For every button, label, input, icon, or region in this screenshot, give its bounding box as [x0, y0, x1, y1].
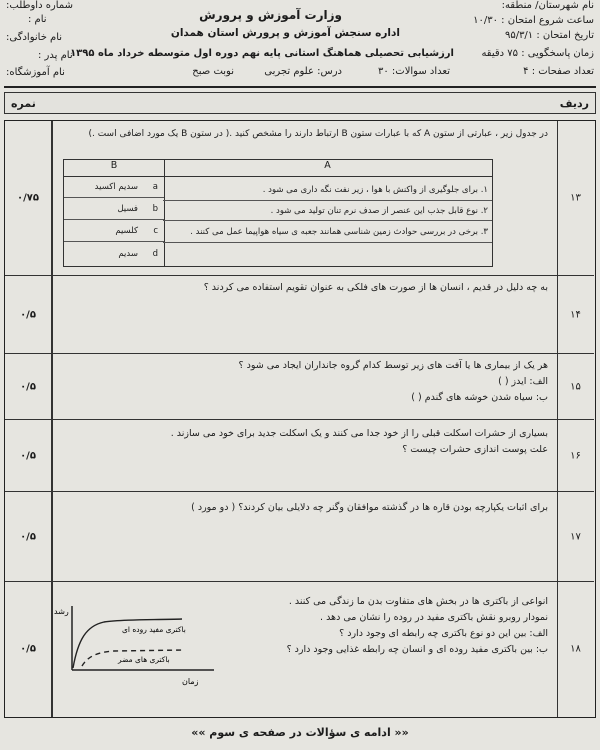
question-number: ۱۵	[570, 381, 581, 392]
question-score: ۰/۵	[20, 531, 36, 542]
column-b-item: b فسیل	[64, 198, 164, 220]
question-score: ۰/۵	[20, 643, 36, 655]
column-b-item: a سدیم اکسید	[64, 176, 164, 198]
column-b-header: B	[64, 160, 164, 177]
question-text: برای اثبات یکپارچه بودن قاره ها در گذشته موافقان وگنر چه دلایلی بیان کردند؟ ( دو مورد )	[191, 502, 548, 513]
column-a-header: A	[163, 160, 492, 177]
page-count: تعداد صفحات : ۴	[523, 66, 594, 77]
exam-date: تاریخ امتحان : ۹۵/۳/۱	[504, 30, 594, 41]
question-number: ۱۷	[570, 531, 581, 542]
question-number: ۱۶	[570, 450, 581, 461]
score-column-label: نمره	[11, 97, 36, 110]
sub-question: الف: بین این دو نوع باکتری چه رابطه ای وجود دارد ؟	[339, 628, 548, 639]
bacteria-growth-graph	[54, 600, 224, 688]
sub-question: علت پوست اندازی حشرات چیست ؟	[402, 444, 548, 455]
ministry-title: وزارت آموزش و پرورش	[199, 8, 342, 22]
name-label: نام :	[28, 14, 47, 25]
father-name-label: نام پدر :	[38, 50, 73, 61]
harmful-bacteria-label: باکتری های مضر	[118, 655, 170, 664]
continue-note: «« ادامه ی سؤالات در صفحه ی سوم »»	[191, 726, 409, 739]
duration: زمان پاسخگویی : ۷۵ دقیقه	[481, 48, 594, 59]
question-number: ۱۴	[570, 309, 581, 320]
question-number: ۱۳	[570, 192, 581, 204]
sub-question: الف: ایدز ( )	[498, 376, 548, 387]
column-a-item: ۱. برای جلوگیری از واکنش با هوا ، زیر نفت نگه داری می شود .	[163, 179, 492, 201]
question-count: تعداد سوالات: ۳۰	[377, 66, 450, 77]
question-row	[5, 276, 594, 354]
column-b-item: d سدیم	[118, 249, 158, 259]
beneficial-bacteria-label: باکتری مفید روده ای	[122, 625, 186, 634]
exam-title: ارزشیابی تحصیلی هماهنگ استانی پایه نهم دوره اول متوسطه خرداد ماه ۱۳۹۵	[70, 48, 454, 59]
question-text: به چه دلیل در قدیم ، انسان ها از صورت های فلکی به عنوان تقویم استفاده می کردند ؟	[203, 282, 548, 293]
y-axis-label: رشد	[54, 607, 69, 616]
question-score: ۰/۵	[20, 450, 36, 461]
question-text: هر یک از بیماری ها یا آفت های زیر توسط کدام گروه جانداران ایجاد می شود ؟	[238, 360, 548, 371]
question-text: انواعی از باکتری ها در بخش های متفاوت بدن ما زندگی می کنند .	[288, 596, 548, 607]
question-row	[5, 492, 594, 582]
column-header	[4, 92, 596, 114]
header-divider	[4, 86, 596, 88]
start-time: ساعت شروع امتحان : ۱۰/۳۰	[473, 15, 594, 26]
sub-question: نمودار روبرو نقش باکتری مفید در روده را نشان می دهد .	[320, 612, 548, 623]
question-number: ۱۸	[570, 643, 581, 655]
question-score: ۰/۵	[20, 309, 36, 320]
sub-question: ب: بین باکتری مفید روده ای و انسان چه رابطه غذایی وجود دارد ؟	[286, 644, 548, 655]
exam-header	[0, 0, 600, 86]
question-score: ۰/۵	[20, 381, 36, 392]
column-a-item: ۲. نوع قابل جذب این عنصر از صدف نرم تنان تولید می شود .	[163, 201, 492, 221]
question-score: ۰/۷۵	[17, 192, 39, 204]
school-label: نام آموزشگاه:	[6, 67, 65, 78]
question-text: در جدول زیر ، عبارتی از ستون A که با عبارات ستون B ارتباط دارند را مشخص کنید .( در ستون B یک مورد اضافی است .)	[88, 129, 548, 139]
column-b-item: c کلسیم	[64, 220, 164, 242]
question-row	[5, 420, 594, 492]
region-label: نام شهرستان/ منطقه:	[501, 0, 594, 11]
question-row	[5, 121, 594, 276]
family-name-label: نام خانوادگی:	[6, 32, 63, 43]
subject-label: درس: علوم تجربی	[264, 66, 342, 77]
office-title: اداره سنجش آموزش و پرورش استان همدان	[170, 27, 400, 39]
column-a-item: ۳. برخی در بررسی حوادث زمین شناسی همانند جعبه ی سیاه هواپیما عمل می کنند .	[163, 221, 492, 243]
shift-label: نوبت صبح	[192, 66, 234, 77]
question-row	[5, 354, 594, 420]
sub-question: ب: سیاه شدن خوشه های گندم ( )	[411, 392, 548, 403]
student-number-label: شماره داوطلب:	[6, 0, 73, 11]
matching-table	[63, 159, 493, 267]
row-column-label: ردیف	[559, 97, 589, 110]
x-axis-label: زمان	[182, 677, 199, 686]
question-text: بسیاری از حشرات اسکلت قبلی را از خود جدا می کنند و یک اسکلت جدید برای خود می سازند .	[170, 428, 548, 439]
